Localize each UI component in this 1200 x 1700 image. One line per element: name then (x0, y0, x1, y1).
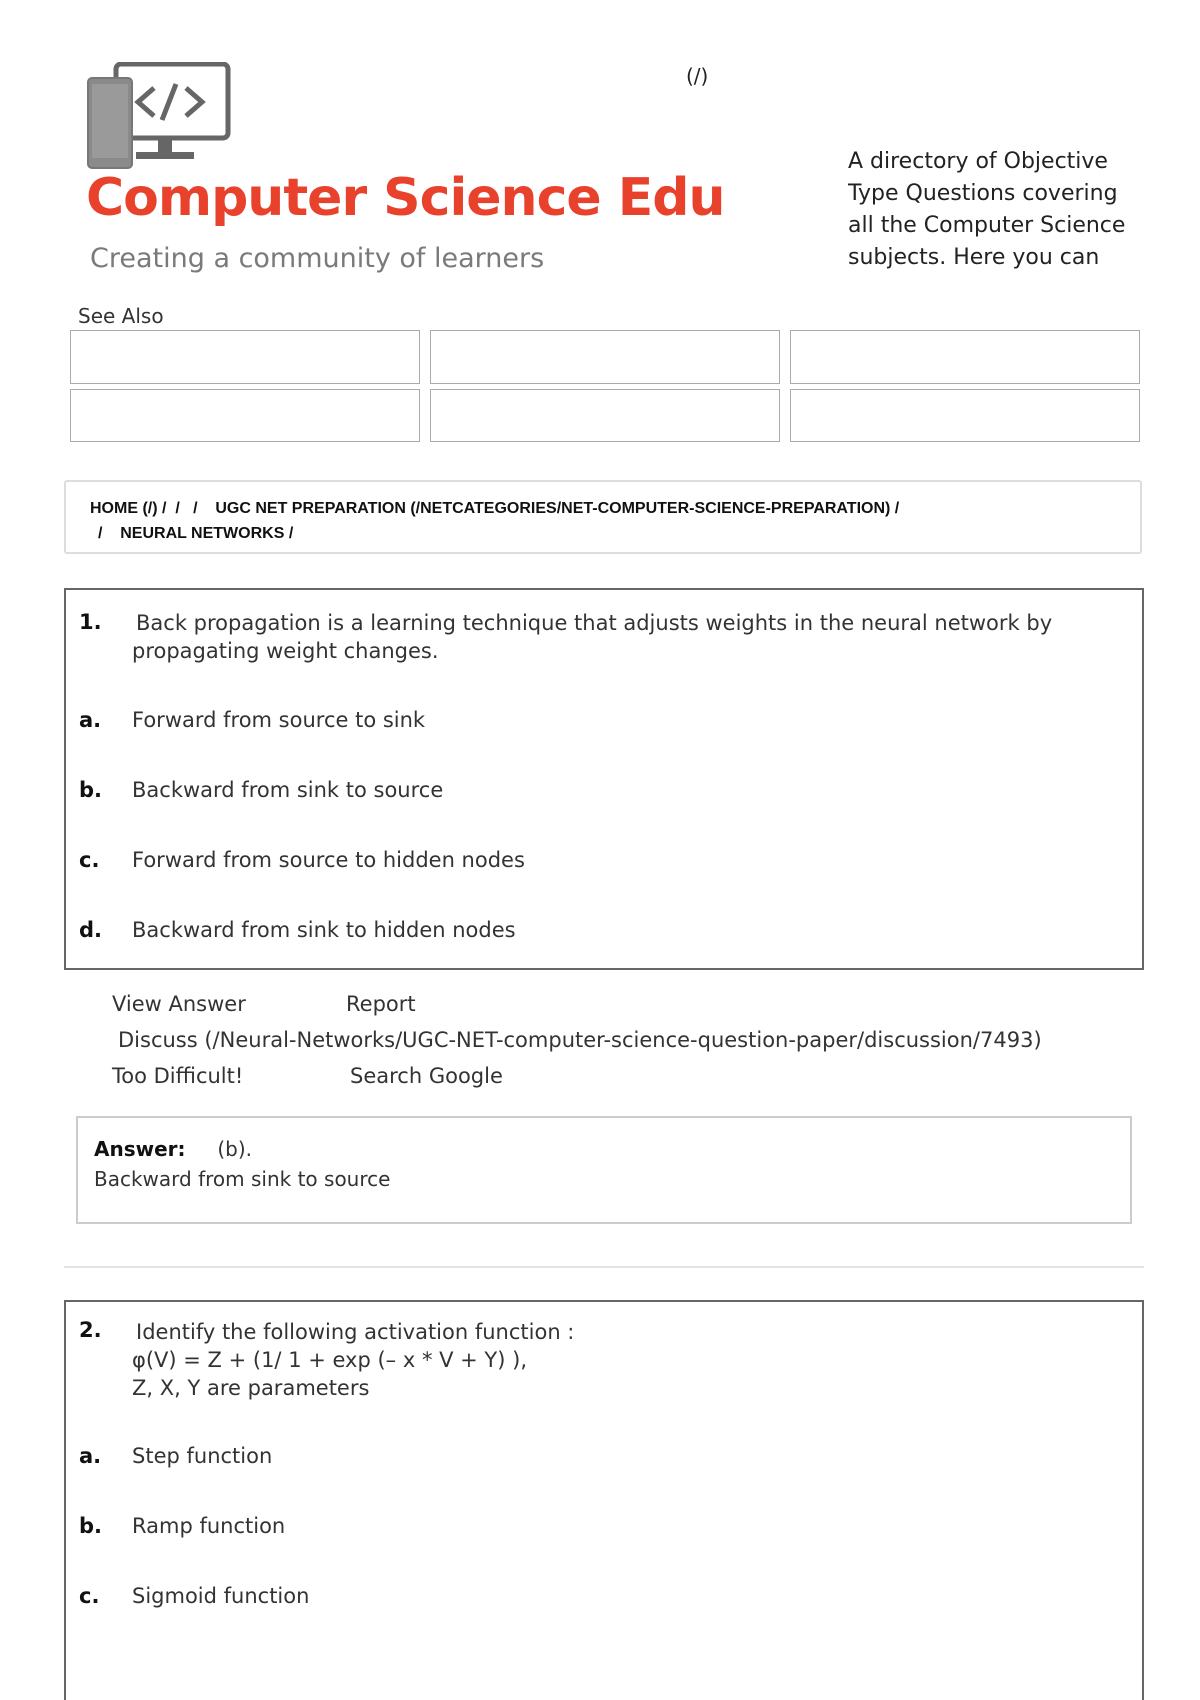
brand-title[interactable]: Computer Science Edu (86, 168, 725, 228)
see-also-slot[interactable] (790, 330, 1140, 384)
code-monitor-phone-icon[interactable] (86, 62, 232, 174)
report-link[interactable]: Report (346, 992, 416, 1016)
answer-label: Answer: (94, 1137, 186, 1161)
question-number: 1. (79, 610, 102, 634)
option-c[interactable]: Sigmoid function (132, 1584, 310, 1608)
breadcrumb-separator: / (193, 500, 198, 517)
question-line: Z, X, Y are parameters (132, 1376, 370, 1400)
site-description: A directory of Objective Type Questions covering all the Computer Science subjects. Here you can (848, 149, 1126, 270)
breadcrumb-separator: / (98, 525, 103, 542)
answer-value: (b). (217, 1137, 252, 1161)
see-also-label: See Also (78, 304, 164, 328)
option-letter: d. (79, 918, 103, 942)
question-text (132, 1318, 1130, 1402)
breadcrumb-separator: / (175, 500, 180, 517)
home-link[interactable]: (/) (686, 64, 709, 88)
discuss-link[interactable]: Discuss (/Neural-Networks/UGC-NET-computer-science-question-paper/discussion/7493) (118, 1028, 1042, 1052)
question-formula: φ(V) = Z + (1/ 1 + exp (– x * V + Y) ), (132, 1348, 528, 1372)
see-also-slot[interactable] (70, 389, 420, 443)
option-letter: b. (79, 1514, 103, 1538)
brand-tagline: Creating a community of learners (90, 243, 545, 274)
breadcrumb-home[interactable]: HOME (/) / (90, 500, 167, 517)
question-line: Identify the following activation function : (136, 1320, 575, 1344)
question-number: 2. (79, 1318, 102, 1342)
see-also-slot[interactable] (70, 330, 420, 384)
answer-panel (76, 1116, 1132, 1224)
question-card (64, 1300, 1144, 1700)
option-letter: a. (79, 1444, 102, 1468)
view-answer-link[interactable]: View Answer (112, 992, 246, 1016)
option-b[interactable]: Backward from sink to source (132, 778, 444, 802)
see-also-slot[interactable] (430, 389, 780, 443)
divider (64, 1266, 1144, 1268)
option-letter: c. (79, 848, 100, 872)
option-d[interactable]: Backward from sink to hidden nodes (132, 918, 516, 942)
breadcrumb (64, 480, 1142, 554)
see-also-grid (70, 330, 1140, 442)
option-letter: b. (79, 778, 103, 802)
option-b[interactable]: Ramp function (132, 1514, 286, 1538)
option-a[interactable]: Step function (132, 1444, 273, 1468)
option-a[interactable]: Forward from source to sink (132, 708, 426, 732)
option-c[interactable]: Forward from source to hidden nodes (132, 848, 525, 872)
question-card (64, 588, 1144, 970)
breadcrumb-ugc-net[interactable]: UGC NET PREPARATION (/NETCATEGORIES/NET-COMPUTER-SCIENCE-PREPARATION) / (215, 500, 900, 517)
question-text: Back propagation is a learning technique that adjusts weights in the neural network by propagating weight changes. (132, 611, 1053, 663)
see-also-slot[interactable] (790, 389, 1140, 443)
search-google-link[interactable]: Search Google (350, 1064, 503, 1088)
answer-text: Backward from sink to source (94, 1167, 391, 1191)
option-letter: a. (79, 708, 102, 732)
option-letter: c. (79, 1584, 100, 1608)
breadcrumb-current: NEURAL NETWORKS / (120, 525, 294, 542)
too-difficult-link[interactable]: Too Difficult! (112, 1064, 244, 1088)
see-also-slot[interactable] (430, 330, 780, 384)
